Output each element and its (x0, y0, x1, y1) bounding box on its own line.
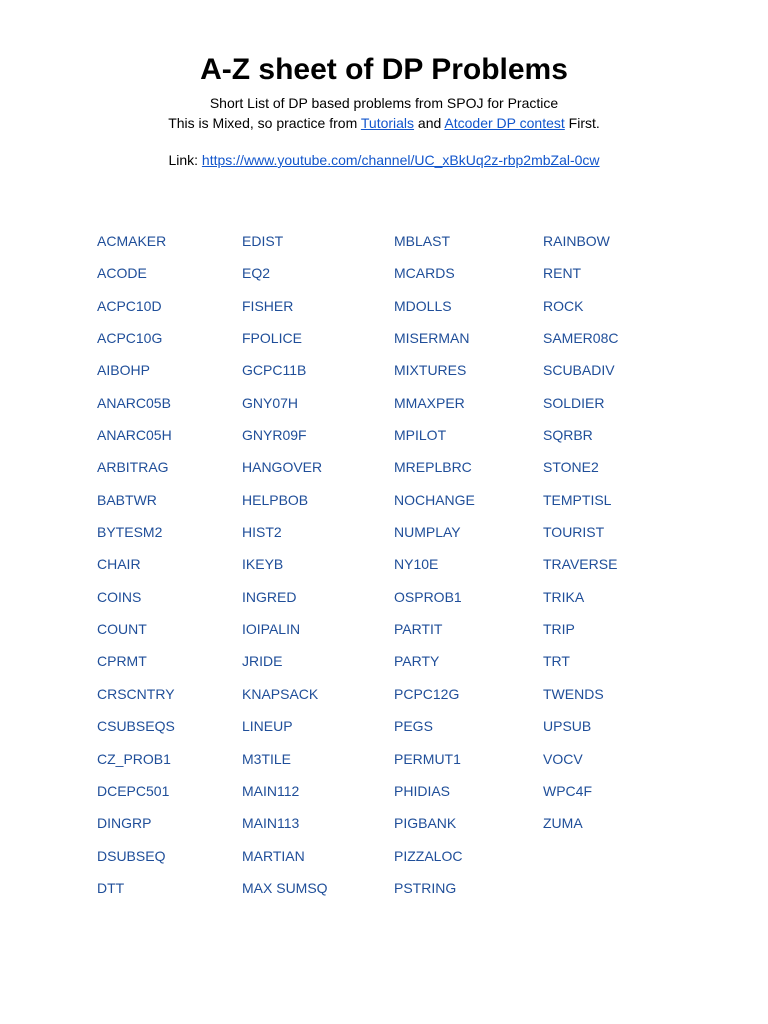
problem-link[interactable]: ANARC05B (97, 394, 171, 411)
problem-column-3 (394, 231, 475, 910)
problem-link[interactable]: LINEUP (242, 718, 293, 735)
problem-link[interactable]: ACODE (97, 265, 147, 282)
problem-link[interactable]: PERMUT1 (394, 750, 461, 767)
problem-link[interactable]: GNYR09F (242, 427, 307, 444)
problem-link[interactable]: CPRMT (97, 653, 147, 670)
problem-link[interactable]: VOCV (543, 750, 583, 767)
problem-link[interactable]: HIST2 (242, 524, 282, 541)
problem-link[interactable]: MIXTURES (394, 362, 467, 379)
problem-column-4 (543, 231, 618, 846)
problem-link[interactable]: ACPC10G (97, 330, 163, 347)
problem-link[interactable]: AIBOHP (97, 362, 150, 379)
and-text: and (414, 115, 445, 131)
problem-link[interactable]: DCEPC501 (97, 782, 170, 799)
problem-link[interactable]: TRIP (543, 621, 575, 638)
problem-link[interactable]: ANARC05H (97, 427, 172, 444)
atcoder-dp-contest-link[interactable]: Atcoder DP contest (444, 115, 565, 131)
problem-link[interactable]: MAX SUMSQ (242, 879, 328, 896)
problem-link[interactable]: BYTESM2 (97, 524, 163, 541)
problem-link[interactable]: CZ_PROB1 (97, 750, 171, 767)
problem-link[interactable]: DTT (97, 879, 125, 896)
problem-link[interactable]: SQRBR (543, 427, 593, 444)
problem-link[interactable]: RENT (543, 265, 582, 282)
problem-link[interactable]: SOLDIER (543, 394, 605, 411)
link-line (0, 151, 768, 169)
problem-link[interactable]: MCARDS (394, 265, 455, 282)
problem-link[interactable]: DSUBSEQ (97, 847, 166, 864)
problem-link[interactable]: FPOLICE (242, 330, 302, 347)
problem-link[interactable]: PEGS (394, 718, 433, 735)
problem-link[interactable]: IOIPALIN (242, 621, 301, 638)
problem-link[interactable]: ACPC10D (97, 297, 162, 314)
problem-link[interactable]: PARTY (394, 653, 440, 670)
practice-note-prefix: This is Mixed, so practice from (168, 115, 361, 131)
problem-link[interactable]: COINS (97, 588, 142, 605)
problem-link[interactable]: COUNT (97, 621, 147, 638)
problem-link[interactable]: NOCHANGE (394, 491, 475, 508)
problem-link[interactable]: JRIDE (242, 653, 283, 670)
subtitle: Short List of DP based problems from SPOJ for Practice (209, 95, 559, 111)
problem-link[interactable]: NUMPLAY (394, 524, 461, 541)
problem-link[interactable]: ZUMA (543, 815, 583, 832)
page-title: A-Z sheet of DP Problems (200, 53, 568, 86)
problem-link[interactable]: SAMER08C (543, 330, 619, 347)
problem-link[interactable]: ROCK (543, 297, 584, 314)
practice-note (0, 114, 768, 132)
problem-link[interactable]: OSPROB1 (394, 588, 462, 605)
problem-link[interactable]: TOURIST (543, 524, 605, 541)
problem-link[interactable]: ACMAKER (97, 233, 167, 249)
problem-link[interactable]: PIZZALOC (394, 847, 463, 864)
problem-link[interactable]: NY10E (394, 556, 439, 573)
problem-link[interactable]: INGRED (242, 588, 297, 605)
problem-link[interactable]: ARBITRAG (97, 459, 169, 476)
tutorials-link[interactable]: Tutorials (360, 115, 415, 131)
problem-link[interactable]: SCUBADIV (543, 362, 615, 379)
problem-link[interactable]: PIGBANK (394, 815, 457, 832)
problem-link[interactable]: MMAXPER (394, 394, 465, 411)
problem-link[interactable]: CSUBSEQS (97, 718, 175, 735)
problem-link[interactable]: WPC4F (543, 782, 592, 799)
problem-link[interactable]: MDOLLS (394, 297, 452, 314)
problem-link[interactable]: BABTWR (97, 491, 157, 508)
problem-link[interactable]: HANGOVER (242, 459, 323, 476)
youtube-channel-link[interactable]: https://www.youtube.com/channel/UC_xBkUq2z-rbp2mbZal-0cw (201, 152, 600, 168)
problem-link[interactable]: EDIST (242, 233, 284, 249)
problem-link[interactable]: EQ2 (242, 265, 271, 282)
problem-link[interactable]: MPILOT (394, 427, 447, 444)
problem-link[interactable]: CHAIR (97, 556, 141, 573)
problem-column-2 (242, 231, 328, 910)
problem-link[interactable]: CRSCNTRY (97, 685, 175, 702)
problem-link[interactable]: IKEYB (242, 556, 284, 573)
problem-link[interactable]: GCPC11B (242, 362, 307, 379)
first-text: First. (564, 115, 600, 131)
problem-link[interactable]: UPSUB (543, 718, 592, 735)
problem-link[interactable]: MARTIAN (242, 847, 305, 864)
link-label: Link: (168, 152, 202, 168)
problem-link[interactable]: MAIN113 (242, 815, 300, 832)
problem-link[interactable]: FISHER (242, 297, 294, 314)
problem-link[interactable]: MREPLBRC (394, 459, 472, 476)
problem-link[interactable]: PHIDIAS (394, 782, 451, 799)
problem-link[interactable]: MAIN112 (242, 782, 300, 799)
problem-link[interactable]: TWENDS (543, 685, 604, 702)
problem-link[interactable]: PCPC12G (394, 685, 460, 702)
problem-link[interactable]: HELPBOB (242, 491, 309, 508)
problem-link[interactable]: DINGRP (97, 815, 152, 832)
problem-link[interactable]: M3TILE (242, 750, 292, 767)
problem-link[interactable]: TRIKA (543, 588, 585, 605)
problem-link[interactable]: MISERMAN (394, 330, 470, 347)
problem-link[interactable]: GNY07H (242, 394, 299, 411)
problem-link[interactable]: STONE2 (543, 459, 599, 476)
problem-link[interactable]: MBLAST (394, 233, 451, 249)
problem-link[interactable]: RAINBOW (543, 233, 610, 249)
problem-link[interactable]: TEMPTISL (543, 491, 612, 508)
problem-column-1 (97, 231, 175, 910)
problem-link[interactable]: TRAVERSE (543, 556, 618, 573)
problem-link[interactable]: TRT (543, 653, 570, 670)
problem-link[interactable]: PARTIT (394, 621, 443, 638)
problem-link[interactable]: PSTRING (394, 879, 457, 896)
problem-link[interactable]: KNAPSACK (242, 685, 319, 702)
